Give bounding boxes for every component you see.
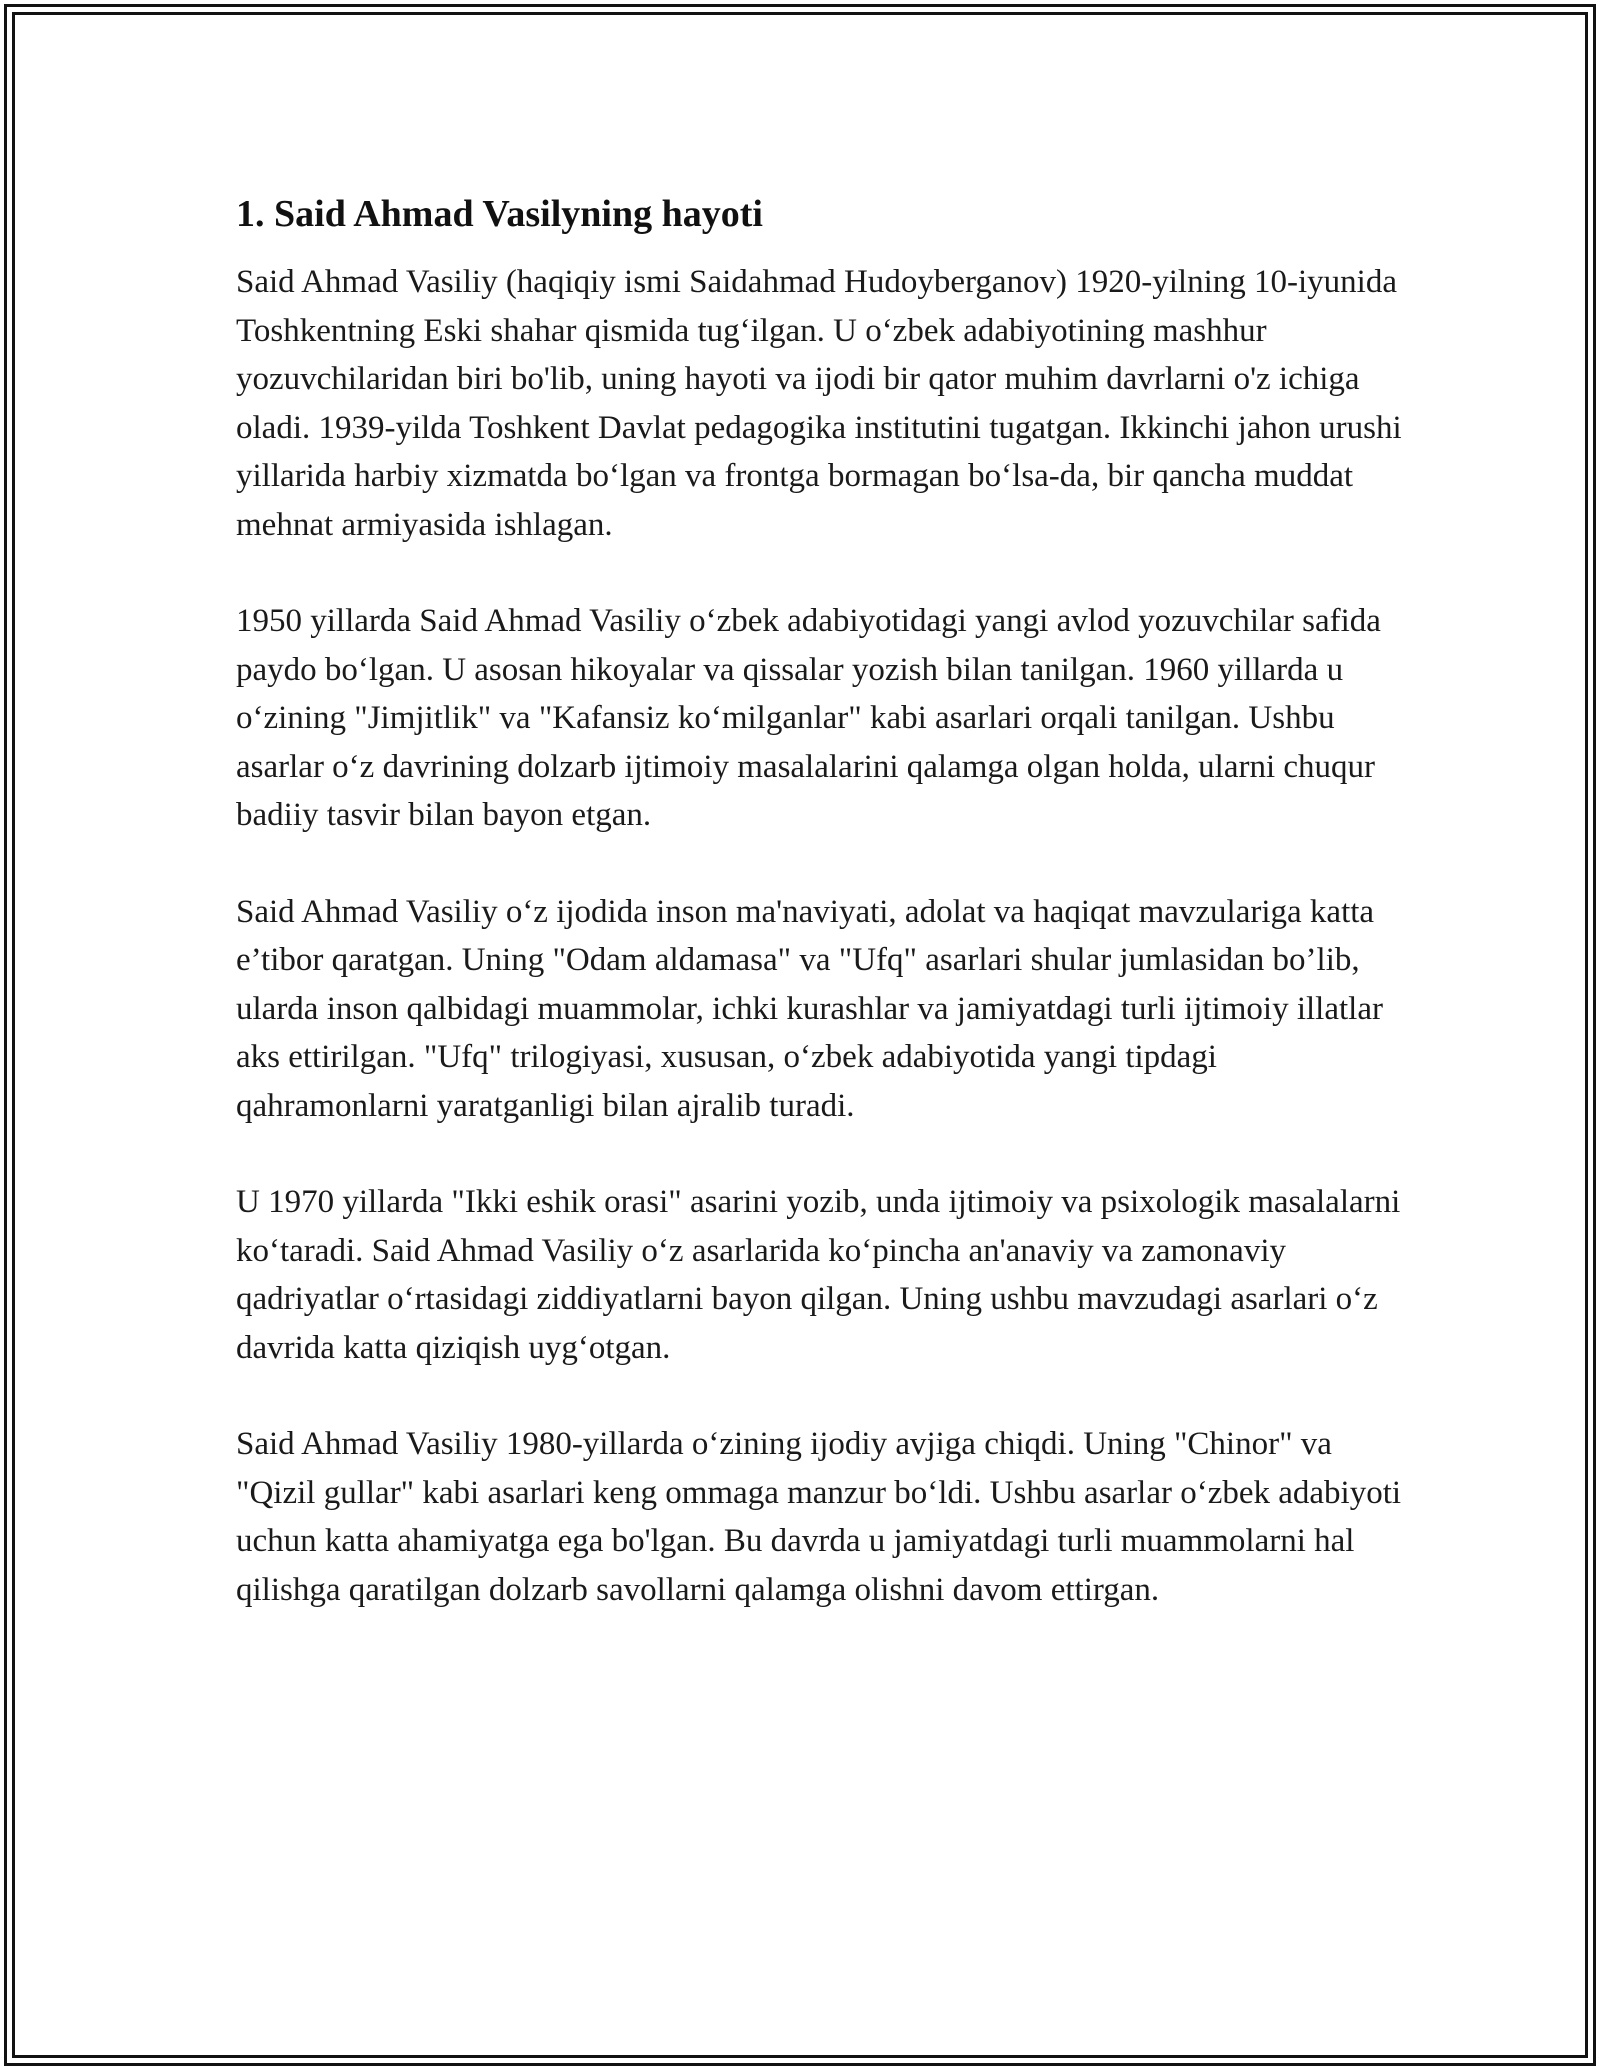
paragraph-life-early: Said Ahmad Vasiliy (haqiqiy ismi Saidahmad Hudoyberganov) 1920-yilning 10-iyunida Toshkentning Eski shahar qismida tug‘ilgan. U o‘zbek adabiyotining mashhur yozuvchilaridan biri bo'lib, uning hayoti va ijodi bir qator muhim davrlarni o'z ichiga oladi. 1939-yilda Toshkent Davlat pedagogika institutini tugatgan. Ikkinchi jahon urushi yillarida harbiy xizmatda bo‘lgan va frontga bormagan bo‘lsa-da, bir qancha muddat mehnat armiyasida ishlagan. xyxy=(236,264,1402,543)
paragraph-1980s: Said Ahmad Vasiliy 1980-yillarda o‘zining ijodiy avjiga chiqdi. Uning "Chinor" va "Qizil gullar" kabi asarlari keng ommaga manzur bo‘ldi. Ushbu asarlar o‘zbek adabiyoti uchun katta ahamiyatga ega bo'lgan. Bu davrda u jamiyatdagi turli muammolarni hal qilishga qaratilgan dolzarb savollarni qalamga olishni davom ettirgan. xyxy=(236,1426,1402,1608)
paragraph-themes: Said Ahmad Vasiliy o‘z ijodida inson ma'naviyati, adolat va haqiqat mavzulariga katta e’tibor qaratgan. Uning "Odam aldamasa" va "Ufq" asarlari shular jumlasidan bo’lib, ularda inson qalbidagi muammolar, ichki kurashlar va jamiyatdagi turli ijtimoiy illatlar aks ettirilgan. "Ufq" trilogiyasi, xususan, o‘zbek adabiyotida yangi tipdagi qahramonlarni yaratganligi bilan ajralib turadi. xyxy=(236,893,1383,1124)
paragraph-1970s: U 1970 yillarda "Ikki eshik orasi" asarini yozib, unda ijtimoiy va psixologik masalalarni ko‘taradi. Said Ahmad Vasiliy o‘z asarlarida ko‘pincha an'anaviy va zamonaviy qadriyatlar o‘rtasidagi ziddiyatlarni bayon qilgan. Uning ushbu mavzudagi asarlari o‘z davrida katta qiziqish uyg‘otgan. xyxy=(236,1184,1401,1366)
paragraph-1950s: 1950 yillarda Said Ahmad Vasiliy o‘zbek adabiyotidagi yangi avlod yozuvchilar safida paydo bo‘lgan. U asosan hikoyalar va qissalar yozish bilan tanilgan. 1960 yillarda u o‘zining "Jimjitlik" va "Kafansiz ko‘milganlar" kabi asarlari orqali tanilgan. Ushbu asarlar o‘z davrining dolzarb ijtimoiy masalalarini qalamga olgan holda, ularni chuqur badiiy tasvir bilan bayon etgan. xyxy=(236,603,1381,833)
section-heading: 1. Said Ahmad Vasilyning hayoti xyxy=(236,193,763,235)
document-body xyxy=(236,188,1406,1662)
